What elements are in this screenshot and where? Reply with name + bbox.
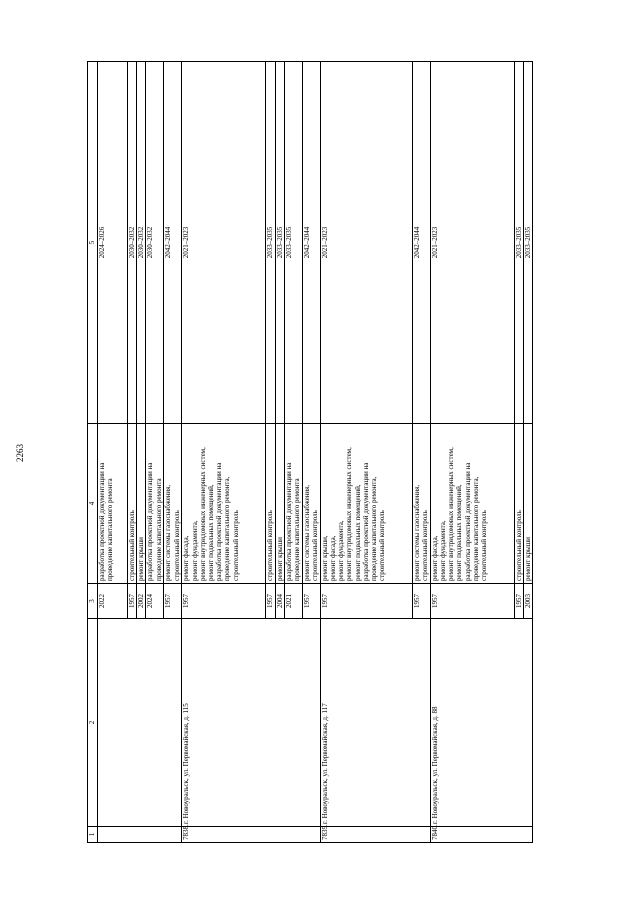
year-cell: 2024	[146, 584, 164, 619]
period-cell: 2033–2035	[524, 62, 533, 424]
work-line: ремонт внутридомовых инженерных систем,	[345, 447, 354, 581]
header-col-4: 4	[88, 424, 98, 584]
work-cell	[302, 424, 320, 584]
work-line: разработка проектной документации на	[361, 462, 370, 581]
repair-schedule-table	[87, 61, 533, 843]
work-line: строительный контроль	[266, 510, 275, 581]
work-line: строительный контроль	[231, 510, 240, 581]
year-cell: 1957	[302, 584, 320, 619]
row-number: 7838.	[182, 827, 320, 843]
work-line: ремонт крыши	[275, 537, 284, 581]
work-line: проведение капитального ремонта	[293, 478, 302, 581]
work-cell	[146, 424, 164, 584]
header-col-3: 3	[88, 584, 98, 619]
period-cell: 2033–2035	[266, 62, 275, 424]
work-line: ремонт внутридомовых инженерных систем,	[447, 447, 456, 581]
work-line: строительный контроль	[172, 510, 181, 581]
period-cell: 2042–2044	[412, 62, 430, 424]
work-line: ремонт крыши	[137, 537, 146, 581]
work-line: ремонт фасада,	[182, 535, 191, 581]
work-line: проведение капитального ремонта	[106, 478, 115, 581]
period-cell: 2021–2023	[320, 62, 412, 424]
work-line: ремонт подвальных помещений,	[207, 484, 216, 581]
row-number	[98, 827, 182, 843]
work-line: проведение капитального ремонта,	[223, 476, 232, 581]
work-cell	[430, 424, 514, 584]
period-cell: 2021–2023	[182, 62, 266, 424]
row-number: 7839.	[320, 827, 430, 843]
year-cell: 1957	[266, 584, 275, 619]
work-cell	[164, 424, 182, 584]
work-cell	[524, 424, 533, 584]
period-cell: 2042–2044	[164, 62, 182, 424]
header-col-5: 5	[88, 62, 98, 424]
work-line: ремонт фундамента,	[190, 520, 199, 581]
work-line: ремонт крыши	[524, 537, 533, 581]
work-line: строительный контроль	[421, 510, 430, 581]
period-cell: 2033–2035	[284, 62, 302, 424]
work-cell	[128, 424, 137, 584]
period-cell: 2033–2035	[514, 62, 523, 424]
work-line: разработка проектной документации на	[215, 462, 224, 581]
work-cell	[514, 424, 523, 584]
period-cell: 2030–2032	[128, 62, 137, 424]
header-row	[88, 62, 98, 843]
work-line: строительный контроль	[514, 510, 523, 581]
year-cell: 2004	[275, 584, 284, 619]
work-cell	[137, 424, 146, 584]
work-line: ремонт системы газоснабжения,	[302, 484, 311, 581]
work-cell	[98, 424, 128, 584]
work-line: ремонт крыши,	[320, 535, 329, 581]
year-cell: 2021	[284, 584, 302, 619]
work-line: ремонт системы газоснабжения,	[412, 484, 421, 581]
year-cell: 1957	[182, 584, 266, 619]
work-line: строительный контроль	[128, 510, 136, 581]
header-col-2: 2	[88, 619, 98, 827]
work-line: разработка проектной документации на	[98, 462, 106, 581]
period-cell: 2024–2026	[98, 62, 128, 424]
work-line: ремонт фасада,	[329, 535, 338, 581]
year-cell: 1957	[164, 584, 182, 619]
table-row	[430, 62, 514, 843]
year-cell: 1957	[320, 584, 412, 619]
period-cell: 2030–2032	[146, 62, 164, 424]
work-cell	[320, 424, 412, 584]
work-line: строительный контроль	[378, 510, 387, 581]
work-line: ремонт фасада,	[430, 535, 439, 581]
table-row	[320, 62, 412, 843]
work-cell	[266, 424, 275, 584]
work-cell	[275, 424, 284, 584]
period-cell: 2021–2023	[430, 62, 514, 424]
table-row	[98, 62, 128, 843]
year-cell: 1957	[412, 584, 430, 619]
work-line: разработка проектной документации на	[146, 462, 155, 581]
work-line: разработка проектной документации на	[463, 462, 472, 581]
work-line: ремонт системы газоснабжения,	[164, 484, 173, 581]
row-number: 7840.	[430, 827, 532, 843]
work-line: ремонт фундамента,	[439, 520, 448, 581]
year-cell: 2022	[98, 584, 128, 619]
header-col-1: 1	[88, 827, 98, 843]
work-line: ремонт подвальных помещений,	[353, 484, 362, 581]
page-number: 2263	[15, 444, 25, 462]
year-cell: 1957	[514, 584, 523, 619]
work-line: строительный контроль	[311, 510, 320, 581]
work-line: проведение капитального ремонта	[154, 478, 163, 581]
table-row	[182, 62, 266, 843]
work-line: проведение капитального ремонта,	[370, 476, 379, 581]
work-cell	[412, 424, 430, 584]
year-cell: 1957	[128, 584, 137, 619]
year-cell: 2003	[524, 584, 533, 619]
address-cell: г. Новоуральск, ул. Первомайская, д. 115	[182, 619, 320, 827]
work-cell	[182, 424, 266, 584]
address-cell: г. Новоуральск, ул. Первомайская, д. 88	[430, 619, 532, 827]
work-line: проведение капитального ремонта,	[471, 476, 480, 581]
work-line: ремонт фундамента,	[337, 520, 346, 581]
address-cell: г. Новоуральск, ул. Первомайская, д. 117	[320, 619, 430, 827]
work-line: строительный контроль	[480, 510, 489, 581]
address-cell	[98, 619, 182, 827]
work-line: ремонт подвальных помещений,	[455, 484, 464, 581]
year-cell: 2002	[137, 584, 146, 619]
period-cell: 2033–2035	[275, 62, 284, 424]
work-cell	[284, 424, 302, 584]
year-cell: 1957	[430, 584, 514, 619]
work-line: ремонт внутридомовых инженерных систем,	[198, 447, 207, 581]
period-cell: 2042–2044	[302, 62, 320, 424]
period-cell: 2030–2032	[137, 62, 146, 424]
work-line: разработка проектной документации на	[284, 462, 293, 581]
